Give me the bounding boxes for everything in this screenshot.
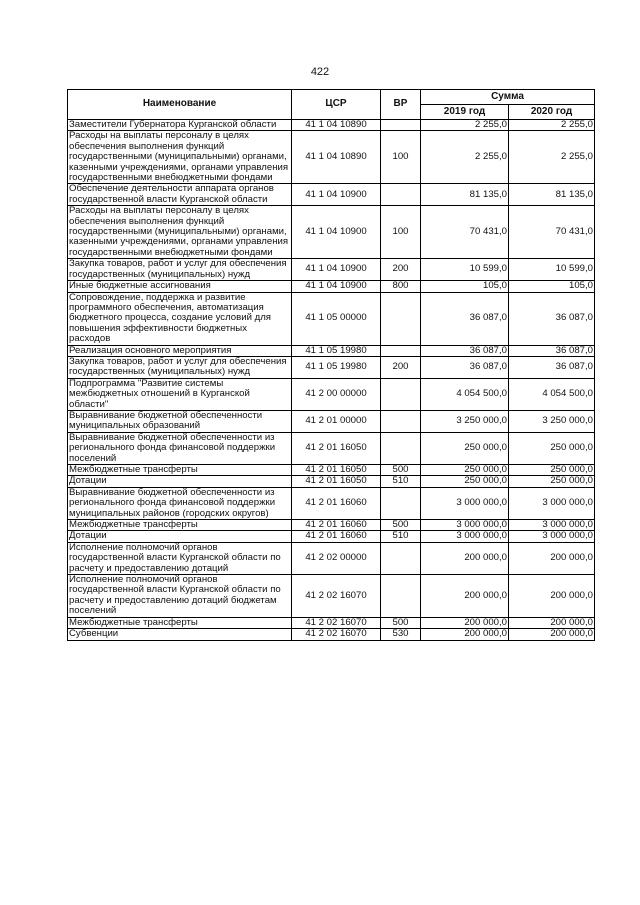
row-vr-cell: 500 (381, 465, 421, 476)
row-csr-cell: 41 2 02 00000 (292, 542, 381, 574)
row-name-cell: Исполнение полномочий органов государственной власти Курганской области по расчету и предоставлению дотаций (68, 542, 292, 574)
row-2019-cell: 200 000,0 (421, 542, 509, 574)
row-2020-cell: 3 000 000,0 (509, 520, 595, 531)
table-row (68, 476, 595, 487)
row-2019-cell: 10 599,0 (421, 259, 509, 281)
row-name-cell: Исполнение полномочий органов государственной власти Курганской области по расчету и предоставлению дотаций бюджетам поселений (68, 575, 292, 618)
row-2019-cell: 70 431,0 (421, 206, 509, 259)
row-2019-cell: 3 250 000,0 (421, 410, 509, 432)
row-vr-cell: 200 (381, 356, 421, 378)
row-2020-cell: 3 000 000,0 (509, 487, 595, 519)
row-name-cell: Выравнивание бюджетной обеспеченности муниципальных образований (68, 410, 292, 432)
row-name-cell: Дотации (68, 531, 292, 542)
row-2020-cell: 250 000,0 (509, 432, 595, 464)
row-vr-cell: 530 (381, 629, 421, 640)
row-csr-cell: 41 2 02 16070 (292, 617, 381, 628)
row-2019-cell: 200 000,0 (421, 575, 509, 618)
row-vr-cell: 500 (381, 520, 421, 531)
row-2020-cell: 250 000,0 (509, 476, 595, 487)
row-name-cell: Межбюджетные трансферты (68, 520, 292, 531)
row-vr-cell: 510 (381, 476, 421, 487)
row-2019-cell: 105,0 (421, 281, 509, 292)
row-2020-cell: 81 135,0 (509, 184, 595, 206)
page-number: 422 (310, 66, 330, 78)
row-2020-cell: 3 000 000,0 (509, 531, 595, 542)
header-year-2020: 2020 год (509, 105, 595, 120)
row-vr-cell: 200 (381, 259, 421, 281)
row-2019-cell: 250 000,0 (421, 465, 509, 476)
row-csr-cell: 41 1 04 10900 (292, 206, 381, 259)
row-csr-cell: 41 1 04 10900 (292, 281, 381, 292)
row-name-cell: Заместители Губернатора Курганской области (68, 120, 292, 131)
table-row (68, 432, 595, 464)
row-csr-cell: 41 2 01 16060 (292, 520, 381, 531)
row-name-cell: Сопровождение, поддержка и развитие программного обеспечения, автоматизация бюджетного процесса, создание условий для повышения эффективности бюджетных расходов (68, 292, 292, 345)
table-row (68, 378, 595, 410)
table-row (68, 184, 595, 206)
row-name-cell: Закупка товаров, работ и услуг для обеспечения государственных (муниципальных) нужд (68, 259, 292, 281)
row-2019-cell: 36 087,0 (421, 292, 509, 345)
row-name-cell: Расходы на выплаты персоналу в целях обеспечения выполнения функций государственными (муниципальными) органами, казенными учреждениями, органами управления государственными внебюджетными фондами (68, 131, 292, 184)
row-name-cell: Иные бюджетные ассигнования (68, 281, 292, 292)
table-row (68, 465, 595, 476)
row-vr-cell: 800 (381, 281, 421, 292)
row-name-cell: Дотации (68, 476, 292, 487)
row-2020-cell: 36 087,0 (509, 292, 595, 345)
row-2020-cell: 200 000,0 (509, 575, 595, 618)
row-2020-cell: 200 000,0 (509, 542, 595, 574)
row-vr-cell (381, 120, 421, 131)
row-name-cell: Закупка товаров, работ и услуг для обеспечения государственных (муниципальных) нужд (68, 356, 292, 378)
header-year-2019: 2019 год (421, 105, 509, 120)
table-row (68, 345, 595, 356)
row-vr-cell: 100 (381, 131, 421, 184)
row-vr-cell (381, 575, 421, 618)
row-vr-cell: 100 (381, 206, 421, 259)
row-2019-cell: 200 000,0 (421, 629, 509, 640)
row-name-cell: Межбюджетные трансферты (68, 465, 292, 476)
table-row (68, 542, 595, 574)
row-name-cell: Реализация основного мероприятия (68, 345, 292, 356)
row-csr-cell: 41 2 02 16070 (292, 575, 381, 618)
row-csr-cell: 41 2 01 16060 (292, 487, 381, 519)
row-2019-cell: 36 087,0 (421, 345, 509, 356)
row-2020-cell: 10 599,0 (509, 259, 595, 281)
row-2020-cell: 105,0 (509, 281, 595, 292)
header-name: Наименование (68, 90, 292, 120)
table-row (68, 206, 595, 259)
row-vr-cell: 510 (381, 531, 421, 542)
row-csr-cell: 41 2 01 16050 (292, 432, 381, 464)
row-csr-cell: 41 1 05 19980 (292, 356, 381, 378)
row-vr-cell (381, 378, 421, 410)
row-csr-cell: 41 2 00 00000 (292, 378, 381, 410)
row-2020-cell: 2 255,0 (509, 131, 595, 184)
row-vr-cell (381, 292, 421, 345)
row-name-cell: Субвенции (68, 629, 292, 640)
row-vr-cell: 500 (381, 617, 421, 628)
row-2020-cell: 36 087,0 (509, 356, 595, 378)
row-2020-cell: 36 087,0 (509, 345, 595, 356)
table-row (68, 120, 595, 131)
row-2019-cell: 3 000 000,0 (421, 531, 509, 542)
table-row (68, 575, 595, 618)
table-body (68, 120, 595, 641)
row-2019-cell: 250 000,0 (421, 432, 509, 464)
row-csr-cell: 41 1 04 10900 (292, 259, 381, 281)
row-2019-cell: 200 000,0 (421, 617, 509, 628)
row-name-cell: Расходы на выплаты персоналу в целях обеспечения выполнения функций государственными (муниципальными) органами, казенными учреждениями, органами управления государственными внебюджетными фондами (68, 206, 292, 259)
row-2020-cell: 200 000,0 (509, 629, 595, 640)
row-csr-cell: 41 1 04 10890 (292, 120, 381, 131)
table-row (68, 617, 595, 628)
row-csr-cell: 41 1 05 00000 (292, 292, 381, 345)
row-2020-cell: 4 054 500,0 (509, 378, 595, 410)
table-row (68, 281, 595, 292)
table-row (68, 131, 595, 184)
table-row (68, 629, 595, 640)
row-2019-cell: 36 087,0 (421, 356, 509, 378)
row-vr-cell (381, 184, 421, 206)
budget-table (67, 89, 595, 641)
row-csr-cell: 41 2 01 00000 (292, 410, 381, 432)
row-name-cell: Обеспечение деятельности аппарата органов государственной власти Курганской области (68, 184, 292, 206)
row-name-cell: Выравнивание бюджетной обеспеченности из регионального фонда финансовой поддержки поселений (68, 432, 292, 464)
row-2019-cell: 3 000 000,0 (421, 520, 509, 531)
table-row (68, 520, 595, 531)
row-vr-cell (381, 487, 421, 519)
row-csr-cell: 41 1 05 19980 (292, 345, 381, 356)
row-2019-cell: 3 000 000,0 (421, 487, 509, 519)
table-row (68, 259, 595, 281)
header-row (68, 90, 595, 105)
row-2019-cell: 250 000,0 (421, 476, 509, 487)
row-name-cell: Подпрограмма "Развитие системы межбюджетных отношений в Курганской области" (68, 378, 292, 410)
row-csr-cell: 41 1 04 10900 (292, 184, 381, 206)
row-2020-cell: 200 000,0 (509, 617, 595, 628)
header-sum: Сумма (421, 90, 595, 105)
table-row (68, 410, 595, 432)
row-2020-cell: 250 000,0 (509, 465, 595, 476)
row-vr-cell (381, 432, 421, 464)
row-vr-cell (381, 542, 421, 574)
row-2019-cell: 2 255,0 (421, 131, 509, 184)
row-csr-cell: 41 2 01 16050 (292, 476, 381, 487)
row-2019-cell: 4 054 500,0 (421, 378, 509, 410)
row-2020-cell: 2 255,0 (509, 120, 595, 131)
table-row (68, 292, 595, 345)
row-2020-cell: 70 431,0 (509, 206, 595, 259)
row-2020-cell: 3 250 000,0 (509, 410, 595, 432)
header-vr: ВР (381, 90, 421, 120)
row-2019-cell: 81 135,0 (421, 184, 509, 206)
row-name-cell: Межбюджетные трансферты (68, 617, 292, 628)
row-vr-cell (381, 345, 421, 356)
row-csr-cell: 41 2 01 16060 (292, 531, 381, 542)
table-row (68, 487, 595, 519)
row-csr-cell: 41 1 04 10890 (292, 131, 381, 184)
row-2019-cell: 2 255,0 (421, 120, 509, 131)
header-csr: ЦСР (292, 90, 381, 120)
row-csr-cell: 41 2 02 16070 (292, 629, 381, 640)
row-vr-cell (381, 410, 421, 432)
table-row (68, 356, 595, 378)
table-row (68, 531, 595, 542)
row-name-cell: Выравнивание бюджетной обеспеченности из регионального фонда финансовой поддержки муниципальных районов (городских округов) (68, 487, 292, 519)
row-csr-cell: 41 2 01 16050 (292, 465, 381, 476)
